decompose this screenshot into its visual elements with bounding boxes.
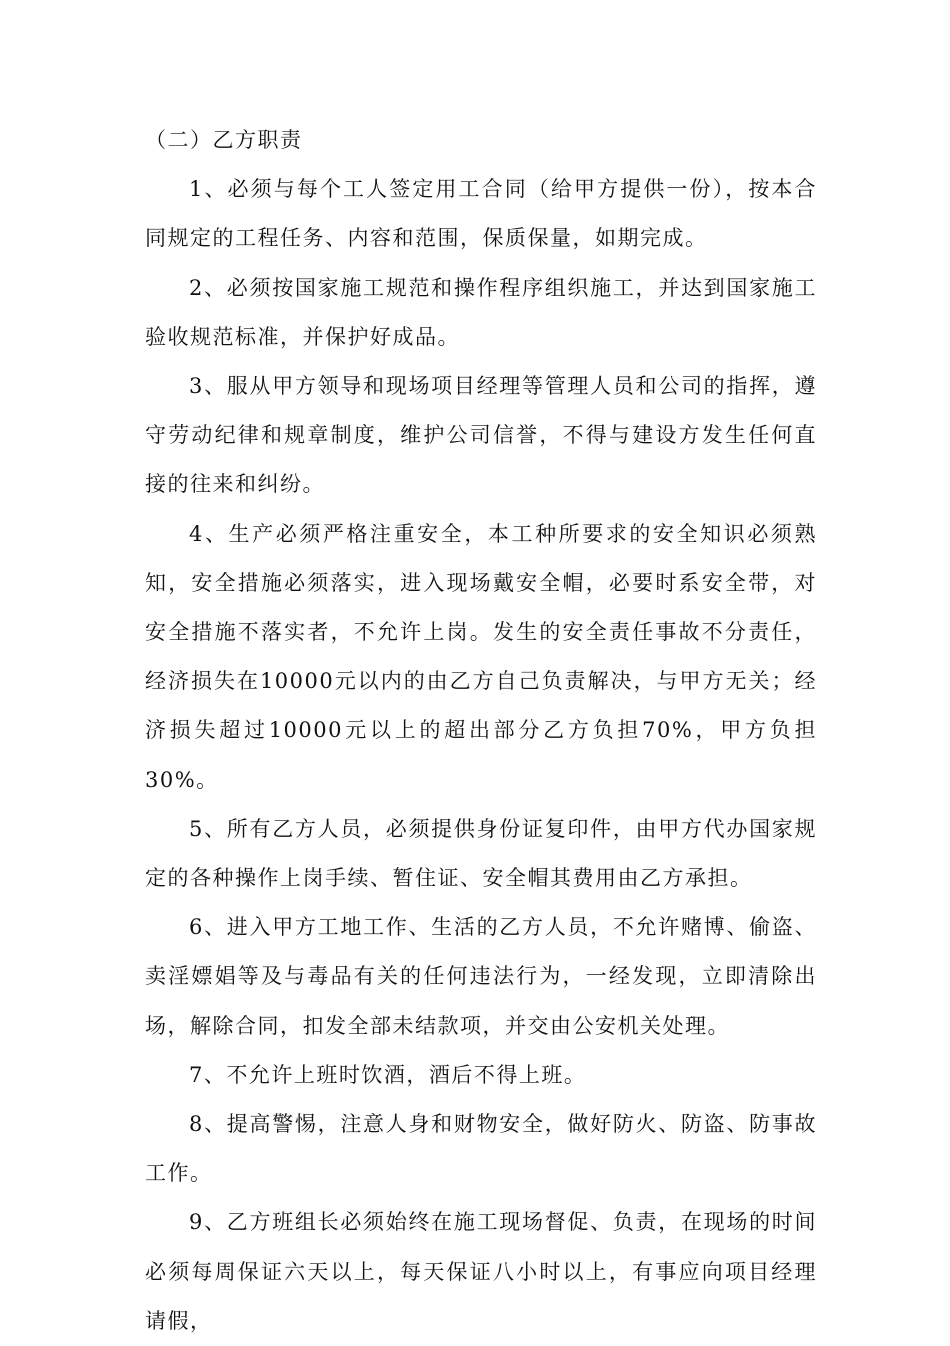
clause-6: 6、进入甲方工地工作、生活的乙方人员，不允许赌博、偷盗、卖淫嫖娼等及与毒品有关的任何违法行为，一经发现，立即清除出场，解除合同，扣发全部未结款项，并交由公安机关处理。 bbox=[145, 915, 817, 1038]
clause-3: 3、服从甲方领导和现场项目经理等管理人员和公司的指挥，遵守劳动纪律和规章制度，维护公司信誉，不得与建设方发生任何直接的往来和纠纷。 bbox=[145, 374, 817, 497]
clause-9: 9、乙方班组长必须始终在施工现场督促、负责，在现场的时间必须每周保证六天以上，每天保证八小时以上，有事应向项目经理请假， bbox=[145, 1210, 817, 1333]
clause-8: 8、提高警惕，注意人身和财物安全，做好防火、防盗、防事故工作。 bbox=[145, 1112, 817, 1186]
document-body bbox=[145, 116, 817, 1346]
clause-1: 1、必须与每个工人签定用工合同（给甲方提供一份），按本合同规定的工程任务、内容和范围，保质保量，如期完成。 bbox=[145, 177, 817, 251]
clause-2: 2、必须按国家施工规范和操作程序组织施工，并达到国家施工验收规范标准，并保护好成品。 bbox=[145, 275, 817, 349]
clause-4: 4、生产必须严格注重安全，本工种所要求的安全知识必须熟知，安全措施必须落实，进入现场戴安全帽，必要时系安全带，对安全措施不落实者，不允许上岗。发生的安全责任事故不分责任，经济损失在10000元以内的由乙方自己负责解决，与甲方无关；经济损失超过10000元以上的超出部分乙方负担70%，甲方负担30%。 bbox=[145, 521, 817, 792]
clause-5: 5、所有乙方人员，必须提供身份证复印件，由甲方代办国家规定的各种操作上岗手续、暂住证、安全帽其费用由乙方承担。 bbox=[145, 816, 817, 891]
section-heading: （二）乙方职责 bbox=[145, 128, 303, 152]
clause-7: 7、不允许上班时饮酒，酒后不得上班。 bbox=[189, 1062, 587, 1087]
